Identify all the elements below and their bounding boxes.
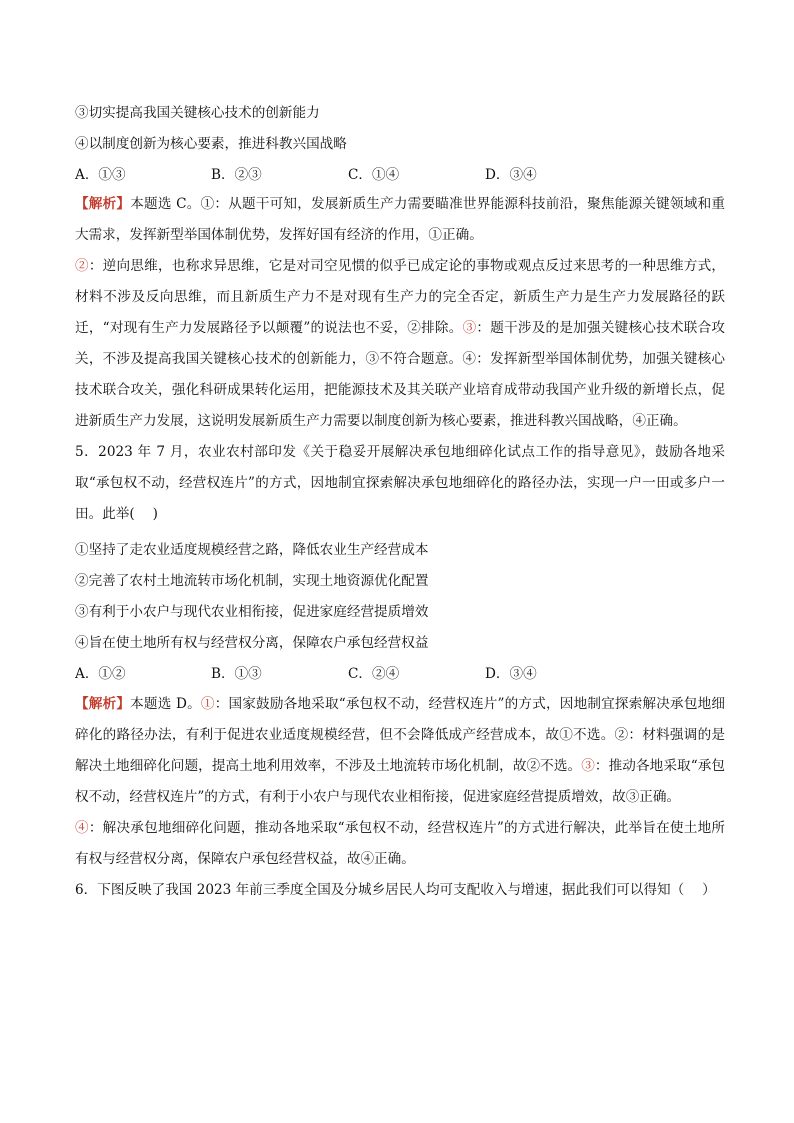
q4-marker-3: ③: [462, 320, 477, 336]
q5-option-4: ④旨在使土地所有权与经营权分离，保障农户承包经营权益: [75, 635, 429, 651]
q4-analysis-text-2a: ：逆向思维，也称求异思维，它是对司空见惯的似乎已成定论的事物或观点反过来思考的一种思维方式，材料不涉及反向思维，而且新质生产力不是对现有生产力的完全否定，新质生产力是生产力发展路径的跃迁，“对现有生产力发展路径予以颠覆”的说法也不妥，②排除。: [75, 258, 726, 336]
q4-choice-c: C．①④: [348, 167, 400, 183]
q4-answer-choices: [75, 166, 537, 184]
q5-marker-3: ③: [581, 758, 595, 774]
q5-analysis-text-4: ：解决承包地细碎化问题，推动各地采取“承包权不动，经营权连片”的方式进行解决，此举旨在使土地所有权与经营权分离，保障农户承包经营权益，故④正确。: [75, 820, 725, 867]
q4-option-4: ④以制度创新为核心要素，推进科教兴国战略: [75, 136, 347, 152]
q5-choice-c: C．②④: [348, 666, 400, 682]
analysis-tag: 【解析】: [75, 696, 131, 712]
q5-analysis-block: [75, 689, 725, 906]
analysis-tag: 【解析】: [75, 196, 131, 212]
q5-analysis-para-2: [75, 813, 725, 875]
q5-analysis-lead: 本题选 D。: [130, 696, 201, 712]
q5-choice-b: B．①③: [211, 666, 262, 682]
q5-stem: 5．2023 年 7 月，农业农村部印发《关于稳妥开展解决承包地细碎化试点工作的指导意见》，鼓励各地采取“承包权不动，经营权连片”的方式，因地制宜探索解决承包地细碎化的路径办法，实现一户一田或多户一田。此举( ): [75, 444, 725, 522]
q6-stem: 6．下图反映了我国 2023 年前三季度全国及分城乡居民人均可支配收入与增速，据此我们可以得知（ ）: [75, 882, 716, 898]
q4-analysis-text-2b: ：题干涉及的是加强关键核心技术联合攻关，不涉及提高我国关键核心技术的创新能力，③不符合题意。④：发挥新型举国体制优势，加强关键核心技术联合攻关，强化科研成果转化运用，把能源技术及其关联产业培育成带动我国产业升级的新增长点，促进新质生产力发展，这说明发展新质生产力需要以制度创新为核心要素，推进科教兴国战略，④正确。: [75, 320, 726, 429]
q5-analysis-para: [75, 689, 725, 813]
q4-analysis-para-1: [75, 189, 725, 251]
q5-choice-a: A．①②: [75, 666, 126, 682]
q5-analysis-text-3: ：推动各地采取“承包权不动，经营权连片”的方式，有利于小农户与现代农业相衔接，促进家庭经营提质增效，故③正确。: [75, 758, 726, 805]
q5-choice-d: D．③④: [485, 666, 537, 682]
q5-answer-choices: [75, 665, 537, 683]
q4-option-3: ③切实提高我国关键核心技术的创新能力: [75, 105, 320, 121]
q4-choice-d: D．③④: [485, 167, 537, 183]
q5-option-1: ①坚持了走农业适度规模经营之路，降低农业生产经营成本: [75, 542, 429, 558]
q4-analysis-block: [75, 189, 725, 530]
q4-choice-b: B．②③: [211, 167, 262, 183]
q4-choice-a: A．①③: [75, 167, 126, 183]
q5-option-2: ②完善了农村土地流转市场化机制，实现土地资源优化配置: [75, 573, 429, 589]
q5-marker-4: ④: [75, 820, 89, 836]
q5-analysis-text-1: ：国家鼓励各地采取“承包权不动，经营权连片”的方式，因地制宜探索解决承包地细碎化的路径办法，有利于促进农业适度规模经营，但不会降低成产经营成本，故①不选。②：材料强调的是解决土地细碎化问题，提高土地利用效率，不涉及土地流转市场化机制，故②不选。: [75, 696, 726, 774]
q4-analysis-para-2: [75, 251, 725, 437]
q5-option-3: ③有利于小农户与现代农业相衔接，促进家庭经营提质增效: [75, 604, 429, 620]
q4-marker-2: ②: [75, 258, 89, 274]
q5-marker-1: ①: [200, 696, 215, 712]
q4-analysis-text-1: 本题选 C。①：从题干可知，发展新质生产力需要瞄准世界能源科技前沿，聚焦能源关键领域和重大需求，发挥新型举国体制优势，发挥好国有经济的作用，①正确。: [75, 196, 725, 243]
